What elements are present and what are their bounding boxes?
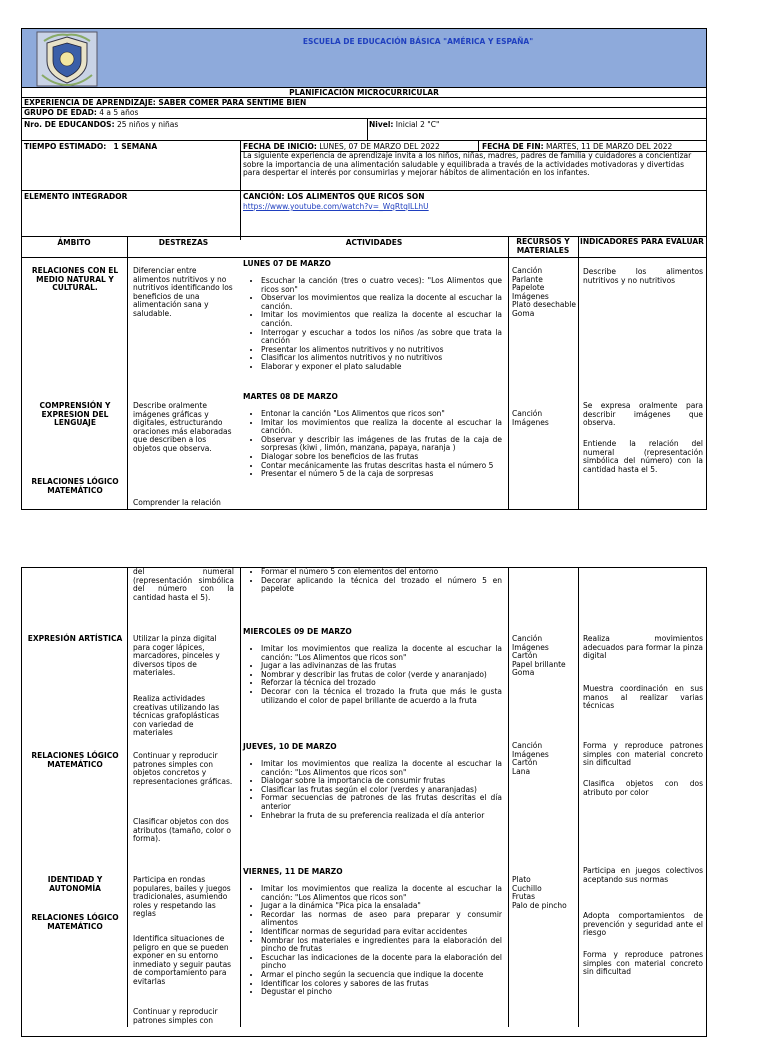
activity-item: • Decorar con la técnica el trozado la fruta que más le gusta utilizando el color de papel brillante de acuerdo a la fruta [261,688,502,705]
activities-martes [243,410,502,479]
activity-item: • Entonar la canción "Los Alimentos que ricos son" [261,410,502,419]
activity-item: • Decorar aplicando la técnica del trozado el número 5 en papelote [261,577,502,594]
doc-title: PLANIFICACIÓN MICROCURRICULAR [289,88,439,97]
indicador-5b: Adopta comportamientos de prevención y seguridad ante el riesgo [583,911,703,938]
ambito-2b: RELACIONES LÓGICO MATEMÁTICO [31,477,119,495]
educandos-row: Nro. DE EDUCANDOS: 25 niños y niñas [24,120,179,129]
nivel-row: Nivel: Inicial 2 "C" [369,120,440,129]
destreza-2b: Comprender la relación [133,498,221,507]
recursos-2: Canción Imágenes [512,409,549,427]
youtube-link[interactable]: https://www.youtube.com/watch?v=_WqRtqILLhU [243,202,429,211]
activity-item: • Reforzar la técnica del trozado [261,679,502,688]
activity-item: • Recordar las normas de aseo para preparar y consumir alimentos [261,911,502,928]
activity-item: • Enhebrar la fruta de su preferencia realizada el día anterior [261,812,502,821]
indicador-5a: Participa en juegos colectivos aceptando sus normas [583,866,703,884]
col-ambito: ÁMBITO [57,238,91,247]
recursos-1: Canción Parlante Papelote Imágenes Plato desechable Goma [512,266,576,318]
activity-item: • Identificar normas de seguridad para evitar accidentes [261,928,502,937]
destreza-3a: Utilizar la pinza digital para coger lápices, marcadores, pinceles y diversos tipos de materiales. [133,634,220,678]
activities-viernes [243,885,502,997]
activity-item: • Escuchar la canción (tres o cuatro veces): "Los Alimentos que ricos son" [261,277,502,294]
activity-item: • Imitar los movimientos que realiza la docente al escuchar la canción: "Los Alimentos que ricos son" [261,645,502,662]
activity-item: • Presentar el número 5 de la caja de sorpresas [261,470,502,479]
ambito-5b: RELACIONES LÓGICO MATEMÁTICO [31,913,119,931]
fecha-fin: FECHA DE FIN: MARTES, 11 DE MARZO DEL 2022 [482,142,673,151]
recursos-4: Canción Imágenes Cartón Lana [512,741,549,776]
destreza-1: Diferenciar entre alimentos nutritivos y no nutritivos identificando los beneficios de una alimentación sana y saludable. [133,266,233,318]
day-lunes: LUNES 07 DE MARZO [243,259,331,268]
activities-miercoles [243,645,502,705]
destreza-4a: Continuar y reproducir patrones simples con objetos concretos y representaciones gráficas. [133,751,233,786]
activity-item: • Presentar los alimentos nutritivos y no nutritivos [261,346,502,355]
indicador-3a: Realiza movimientos adecuados para formar la pinza digital [583,634,703,661]
activity-item: • Dialogar sobre la importancia de consumir frutas [261,777,502,786]
col-recursos: RECURSOS Y MATERIALES [516,237,570,255]
activity-item: • Identificar los colores y sabores de las frutas [261,980,502,989]
grupo-row: GRUPO DE EDAD: 4 a 5 años [24,108,139,117]
destreza-3b: Realiza actividades creativas utilizando las técnicas grafoplásticas con variedad de materiales [133,694,220,738]
descripcion: La siguiente experiencia de aprendizaje invita a los niños, niñas, madres, padres de familia y cuidadores a concientizar sobre la importancia de una alimentación saludable y equilibrada a través de la actividades motivadoras y divertidas para despertar el interés por consumirlas y mejorar hábitos de alimentación en los infantes. [243,151,692,178]
ambito-5a: IDENTIDAD Y AUTONOMÍA [47,875,103,893]
activity-item: • Imitar los movimientos que realiza la docente al escuchar la canción. [261,311,502,328]
activity-item: • Escuchar las indicaciones de la docente para la elaboración del pincho [261,954,502,971]
indicador-4a: Forma y reproduce patrones simples con material concreto sin dificultad [583,741,703,768]
activity-item: • Elaborar y exponer el plato saludable [261,363,502,372]
activity-item: • Imitar los movimientos que realiza la docente al escuchar la canción: "Los Alimentos que ricos son" [261,885,502,902]
experiencia-label: EXPERIENCIA DE APRENDIZAJE: SABER COMER PARA SENTIME BIEN [24,98,307,107]
activity-item: • Observar y describir las imágenes de las frutas de la caja de sorpresas (kiwi , limón, manzana, papaya, naranja ) [261,436,502,453]
elemento-label: ELEMENTO INTEGRADOR [24,192,128,201]
activity-item: • Observar los movimientos que realiza la docente al escuchar la canción. [261,294,502,311]
ambito-3: EXPRESIÓN ARTÍSTICA [27,634,123,643]
activity-item: • Jugar a la dinámica "Pica pica la ensalada" [261,902,502,911]
destreza-2a: Describe oralmente imágenes gráficas y digitales, estructurando oraciones más elaboradas que describen a los objetos que observa. [133,401,232,453]
ambito-4: RELACIONES LÓGICO MATEMÁTICO [31,751,119,769]
recursos-5: Plato Cuchillo Frutas Palo de pincho [512,875,567,910]
ambito-1: RELACIONES CON EL MEDIO NATURAL Y CULTURAL. [31,266,119,292]
activities-lunes [243,277,502,372]
destreza-5c: Continuar y reproducir patrones simples con [133,1007,218,1025]
indicador-2a: Se expresa oralmente para describir imágenes que observa. [583,401,703,428]
col-indicadores: INDICADORES PARA EVALUAR [580,237,704,246]
day-martes: MARTES 08 DE MARZO [243,392,338,401]
col-destrezas: DESTREZAS [158,238,209,247]
indicador-1: Describe los alimentos nutritivos y no nutritivos [583,267,703,285]
destreza-cont: del numeral (representación simbólica del número con la cantidad hasta el 5). [133,567,234,602]
activity-item: • Nombrar y describir las frutas de color (verde y anaranjado) [261,671,502,680]
recursos-3: Canción Imágenes Cartón Papel brillante Goma [512,634,566,678]
elemento-value: CANCIÓN: LOS ALIMENTOS QUE RICOS SON [243,192,425,201]
activity-item: • Imitar los movimientos que realiza la docente al escuchar la canción. [261,419,502,436]
destreza-5a: Participa en rondas populares, bailes y juegos tradicionales, asumiendo roles y respetando las reglas [133,875,231,919]
indicador-4b: Clasifica objetos con dos atributo por color [583,779,703,797]
ambito-2a: COMPRENSIÓN Y EXPRESION DEL LENGUAJE [39,401,111,427]
activity-item: • Clasificar los alimentos nutritivos y no nutritivos [261,354,502,363]
day-viernes: VIERNES, 11 DE MARZO [243,867,343,876]
activity-item: • Imitar los movimientos que realiza la docente al escuchar la canción: "Los Alimentos que ricos son" [261,760,502,777]
tiempo-row: TIEMPO ESTIMADO: 1 SEMANA [24,142,158,151]
indicador-3b: Muestra coordinación en sus manos al realizar varias técnicas [583,684,703,711]
school-name: ESCUELA DE EDUCACIÓN BÁSICA "AMÉRICA Y ESPAÑA" [302,37,534,46]
activity-item: • Contar mecánicamente las frutas descritas hasta el número 5 [261,462,502,471]
indicador-5c: Forma y reproduce patrones simples con material concreto sin dificultad [583,950,703,977]
school-logo-icon [36,31,98,87]
indicador-2b: Entiende la relación del numeral (representación simbólica del número) con la cantidad hasta el 5. [583,439,703,474]
activity-item: • Dialogar sobre los beneficios de las frutas [261,453,502,462]
activity-item: • Nombrar los materiales e ingredientes para la elaboración del pincho de frutas [261,937,502,954]
destreza-5b: Identifica situaciones de peligro en que se pueden exponer en su entorno inmediato y seguir pautas de comportamiento para evitarlas [133,934,232,986]
activity-item: • Jugar a las adivinanzas de las frutas [261,662,502,671]
activity-item: • Clasificar las frutas según el color (verdes y anaranjadas) [261,786,502,795]
activity-item: • Formar el número 5 con elementos del entorno [261,568,502,577]
activity-item: • Armar el pincho según la secuencia que indique la docente [261,971,502,980]
school-header [21,28,707,88]
activities-cont [243,568,502,594]
destreza-4b: Clasificar objetos con dos atributos (tamaño, color o forma). [133,817,231,844]
day-miercoles: MIERCOLES 09 DE MARZO [243,627,352,636]
col-actividades: ACTIVIDADES [345,238,403,247]
fecha-inicio: FECHA DE INICIO: LUNES, 07 DE MARZO DEL 2022 [243,142,440,151]
activity-item: • Interrogar y escuchar a todos los niños /as sobre que trata la canción [261,329,502,346]
day-jueves: JUEVES, 10 DE MARZO [243,742,337,751]
activity-item: • Formar secuencias de patrones de las frutas descritas el día anterior [261,794,502,811]
activities-jueves [243,760,502,820]
activity-item: • Degustar el pincho [261,988,502,997]
